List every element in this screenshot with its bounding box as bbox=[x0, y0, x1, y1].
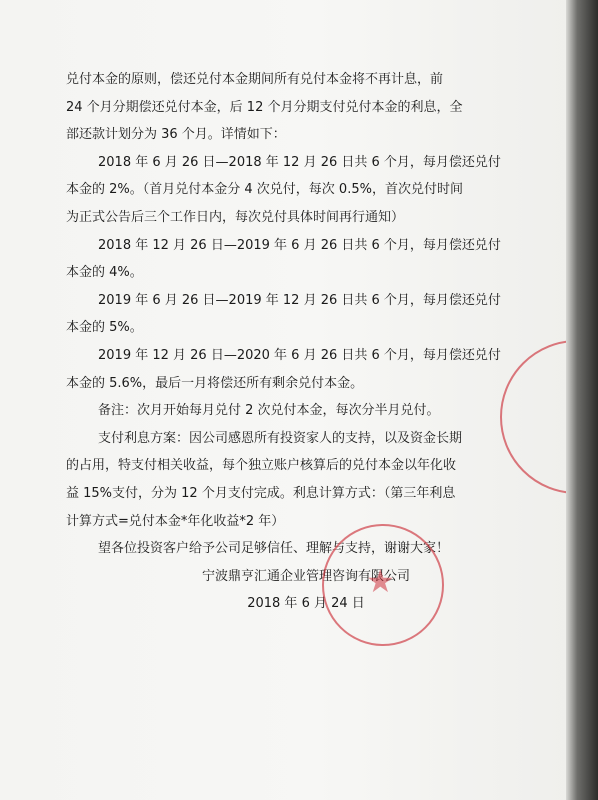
text-line: 本金的 4%。 bbox=[66, 265, 143, 281]
text-line: 2019 年 12 月 26 日—2020 年 6 月 26 日共 6 个月，每月偿还兑付 bbox=[98, 347, 501, 363]
document-date: 2018 年 6 月 24 日 bbox=[247, 596, 365, 612]
page-edge-shadow bbox=[566, 0, 598, 800]
text-line: 为正式公告后三个工作日内，每次兑付具体时间再行通知） bbox=[66, 209, 405, 225]
text-line: 2018 年 6 月 26 日—2018 年 12 月 26 日共 6 个月，每月偿还兑付 bbox=[98, 154, 501, 170]
document-body bbox=[66, 66, 546, 618]
text-line: 本金的 5%。 bbox=[66, 320, 143, 336]
company-seal-stamp bbox=[322, 524, 444, 646]
text-line: 2019 年 6 月 26 日—2019 年 12 月 26 日共 6 个月，每月偿还兑付 bbox=[98, 292, 501, 308]
text-line: 本金的 5.6%，最后一月将偿还所有剩余兑付本金。 bbox=[66, 375, 364, 391]
closing-line: 望各位投资客户给予公司足够信任、理解与支持，谢谢大家！ bbox=[98, 541, 450, 557]
text-line: 计算方式=兑付本金*年化收益*2 年） bbox=[66, 513, 285, 529]
text-line: 24 个月分期偿还兑付本金，后 12 个月分期支付兑付本金的利息，全 bbox=[66, 99, 463, 115]
text-line: 兑付本金的原则，偿还兑付本金期间所有兑付本金将不再计息，前 bbox=[66, 72, 444, 87]
text-line: 2018 年 12 月 26 日—2019 年 6 月 26 日共 6 个月，每月偿还兑付 bbox=[98, 237, 501, 253]
text-line: 支付利息方案：因公司感恩所有投资家人的支持，以及资金长期 bbox=[98, 430, 463, 446]
note-line: 备注：次月开始每月兑付 2 次兑付本金，每次分半月兑付。 bbox=[98, 403, 440, 419]
text-line: 的占用，特支付相关收益，每个独立账户核算后的兑付本金以年化收 bbox=[66, 458, 457, 474]
text-line: 益 15%支付，分为 12 个月支付完成。利息计算方式：（第三年利息 bbox=[66, 485, 456, 501]
text-line: 部还款计划分为 36 个月。详情如下： bbox=[66, 127, 286, 143]
text-line: 本金的 2%。（首月兑付本金分 4 次兑付，每次 0.5%，首次兑付时间 bbox=[66, 182, 463, 198]
company-name: 宁波鼎亨汇通企业管理咨询有限公司 bbox=[201, 568, 410, 584]
